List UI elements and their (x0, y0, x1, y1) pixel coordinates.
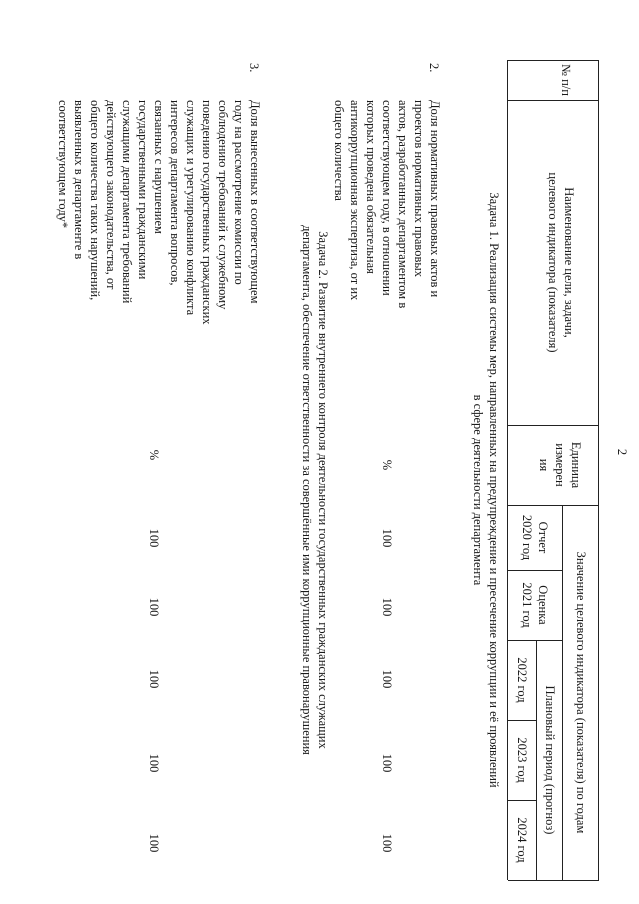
row2-value-2024: 100 (380, 833, 394, 853)
table-header-bottom-border (507, 60, 508, 880)
page-number: 2 (615, 448, 629, 456)
row3-unit: % (147, 449, 161, 461)
row2-value-2022: 100 (380, 669, 394, 689)
row2-unit: % (380, 459, 394, 471)
header-unit: Единица измерен ия (537, 441, 583, 489)
header-2020: Отчет 2020 год (520, 514, 550, 561)
header-2024: 2024 год (515, 817, 529, 863)
row3-value-2022: 100 (147, 669, 161, 689)
header-2021: Оценка 2021 год (520, 582, 550, 628)
values-group-divider (562, 505, 563, 880)
row2-value-2020: 100 (380, 528, 394, 548)
row2-num: 2. (427, 63, 441, 73)
table-top-border (598, 60, 599, 880)
header-2022: 2022 год (515, 657, 529, 703)
row3-value-2023: 100 (147, 753, 161, 773)
row3-value-2024: 100 (147, 833, 161, 853)
table-left-border (508, 60, 599, 61)
row2-value-2021: 100 (380, 597, 394, 617)
task1-heading: Задача 1. Реализация системы мер, направленных на предупреждение и пресечение коррупции и её проявлений в сфере деятельности департамента (471, 192, 501, 788)
row3-value-2021: 100 (147, 597, 161, 617)
header-num: № п/п (559, 64, 573, 96)
header-name: Наименование цели, задачи, целевого индикатора (показателя) (546, 172, 576, 353)
row3-num: 3. (247, 63, 261, 73)
header-values-group: Значение целевого индикатора (показателя) по годам (574, 551, 588, 834)
header-planned: Плановый период (прогноз) (543, 685, 557, 835)
row2-value-2023: 100 (380, 753, 394, 773)
planned-divider (536, 640, 537, 880)
table-right-border (508, 880, 599, 881)
header-2023: 2023 год (515, 737, 529, 783)
row3-text: Доля вынесенных в соответствующем году на рассмотрение комиссии по соблюдению требований к служебному поведению государственных гражданских служащих и урегулированию конфликта интересов департамента вопросов, связанных с нарушением государственными гражданскими служащими департамента требований действующего законодательства, от общего количества таких нарушений, выявленных в департаменте в соответствующем году* (56, 100, 262, 325)
row2-text: Доля нормативных правовых актов и проектов нормативных правовых актов, разработанных департаментом в соответствующем году, в отношении которых проведена обязательная антикоррупционная экспертиза, от их общего количества (332, 100, 442, 309)
task2-heading: Задача 2. Развитие внутреннего контроля деятельности государственных гражданских служащих департамента, обеспечение ответственности за совершённые ими коррупционные правонарушения (300, 225, 330, 755)
row3-value-2020: 100 (147, 528, 161, 548)
